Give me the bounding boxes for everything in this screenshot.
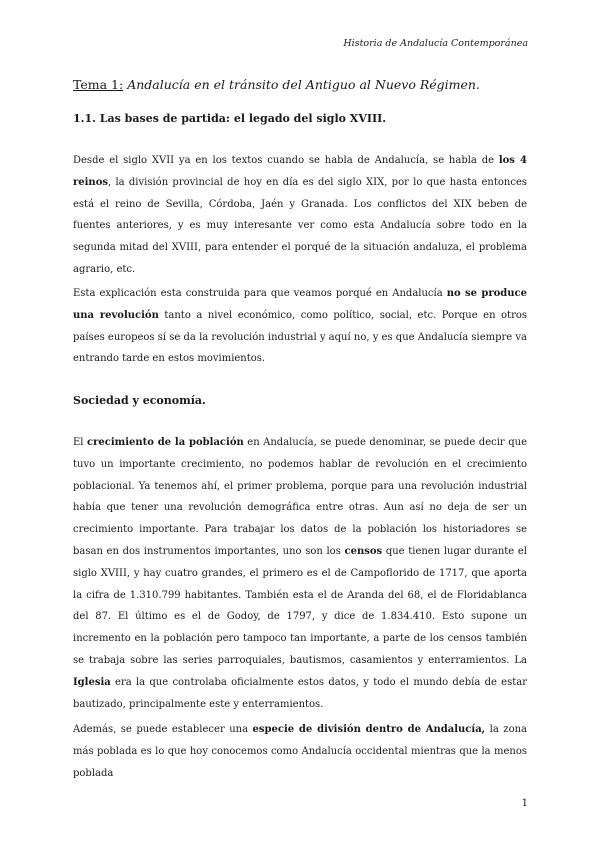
paragraph-4-text-1: Además, se puede establecer una [73, 724, 253, 735]
paragraph-3-bold-3: Iglesia [73, 676, 111, 688]
paragraph-4 [73, 719, 527, 784]
paragraph-3-bold-1: crecimiento de la población [87, 437, 244, 448]
section-heading-society: Sociedad y economía. [73, 394, 206, 407]
chapter-title [73, 77, 480, 92]
chapter-title-text: Andalucía en el tránsito del Antiguo al Nuevo Régimen. [127, 77, 480, 92]
section-heading-1-1: 1.1. Las bases de partida: el legado del siglo XVIII. [73, 112, 387, 125]
paragraph-2 [73, 283, 527, 370]
paragraph-3-bold-2: censos [344, 545, 383, 557]
running-header: Historia de Andalucía Contemporánea [343, 38, 528, 49]
paragraph-1-bold-1: los 4 reinos [73, 155, 527, 188]
paragraph-1 [73, 150, 527, 281]
paragraph-3-text-2: en Andalucía, se puede denominar, se puede decir que tuvo un importante crecimiento, no podemos hablar de revolución en el crecimiento poblacional. Ya tenemos ahí, el primer problema, porque para una revolución industrial había que tener una revolución demográfica entre otras. Aun así no deja de ser un crecimiento importante. Para trabajar los datos de la población los historiadores se basan en dos instrumentos importantes, uno son los [73, 437, 527, 557]
paragraph-2-bold-1: no se produce una revolución [73, 288, 527, 321]
chapter-title-lead: Tema 1: [73, 77, 124, 92]
paragraph-3 [73, 432, 527, 715]
paragraph-2-text-2: tanto a nivel económico, como político, social, etc. Porque en otros países europeos sí se da la revolución industrial y aquí no, y es que Andalucía siempre va entrando tarde en estos movimientos. [73, 309, 528, 365]
paragraph-3-text-1: El [73, 437, 88, 448]
paragraph-3-text-3: que tienen lugar durante el siglo XVIII, y hay cuatro grandes, el primero es el de Campoflorido de 1717, que aporta la cifra de 1.310.799 habitantes. También esta el de Aranda del 68, el de Floridablanca del 87. El último es el de Godoy, de 1797, y dice de 1.834.410. Esto supone un incremento en la población pero tampoco tan importante, a parte de los censos también se trabaja sobre las series parroquiales, bautismos, casamientos y enterramientos. La [73, 545, 528, 666]
paragraph-1-text-2: , la división provincial de hoy en día es del siglo XIX, por lo que hasta entonces está el reino de Sevilla, Córdoba, Jaén y Granada. Los conflictos del XIX beben de fuentes anteriores, y es muy interesante ver como esta Andalucía sobre todo en la segunda mitad del XVIII, para entender el porqué de la situación andaluza, el problema agrario, etc. [73, 176, 527, 275]
page-number: 1 [521, 798, 528, 809]
paragraph-1-text-1: Desde el siglo XVII ya en los textos cuando se habla de Andalucía, se habla de [73, 155, 499, 166]
paragraph-3-text-4: era la que controlaba oficialmente estos datos, y todo el mundo debía de estar bautizado, principalmente este y enterramientos. [73, 676, 527, 710]
paragraph-2-text-1: Esta explicación esta construida para que veamos porqué en Andalucía [73, 288, 447, 299]
paragraph-4-bold-1: especie de división dentro de Andalucía, [252, 724, 486, 735]
paragraph-4-text-2: la zona más poblada es lo que hoy conocemos como Andalucía occidental mientras que la menos poblada [73, 724, 527, 779]
